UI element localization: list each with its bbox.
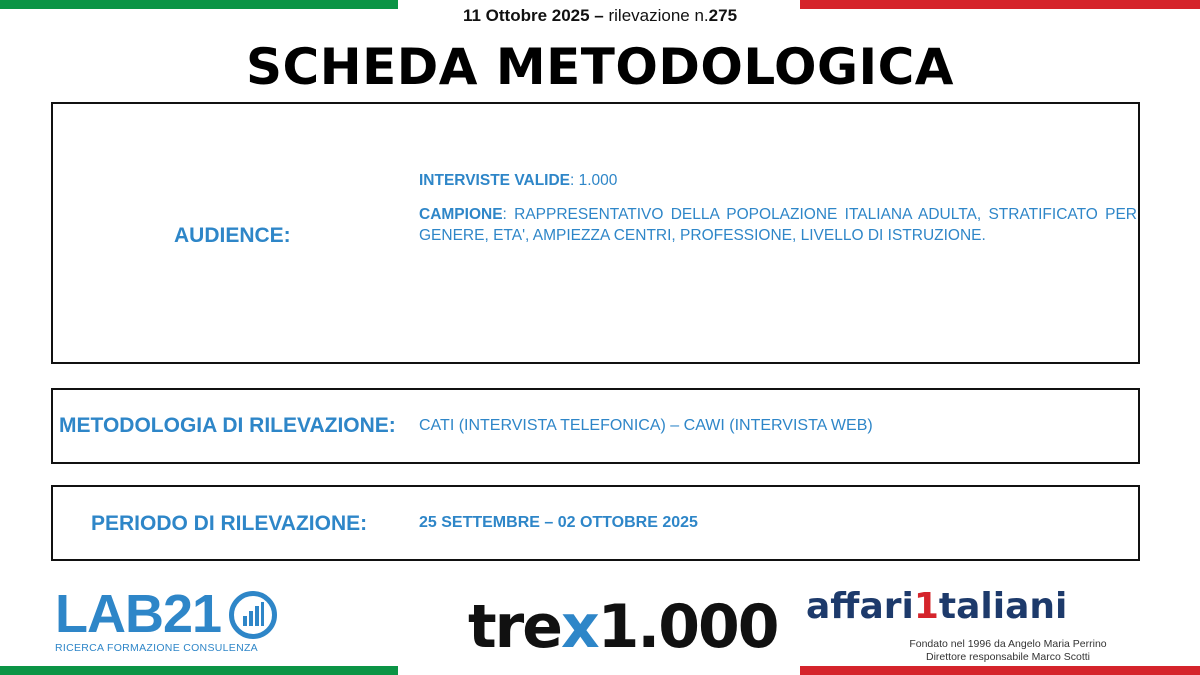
interviews-line <box>419 172 1137 190</box>
chart-circle-icon <box>229 591 277 639</box>
lab21-logo <box>55 586 295 658</box>
survey-number: 275 <box>708 6 738 25</box>
period-value: 25 SETTEMBRE – 02 OTTOBRE 2025 <box>419 514 698 531</box>
period-box <box>51 485 1140 561</box>
date-line <box>0 6 1200 26</box>
flag-stripe-red-bottom <box>800 666 1200 675</box>
trex-x-mark: x <box>560 592 598 662</box>
affari-left: affari <box>806 586 914 627</box>
audience-label: AUDIENCE: <box>174 224 291 247</box>
affaritaliani-credits <box>888 638 1128 664</box>
page-title: SCHEDA METODOLOGICA <box>246 38 954 96</box>
methodology-box <box>51 388 1140 464</box>
trex-right: 1.000 <box>597 592 778 662</box>
sample-label: CAMPIONE <box>419 206 503 223</box>
audience-content <box>419 172 1137 260</box>
audience-box <box>51 102 1140 364</box>
sample-line <box>419 204 1137 246</box>
interviews-value: : 1.000 <box>570 172 618 189</box>
trex-left: tre <box>468 592 561 662</box>
sample-value: : RAPPRESENTATIVO DELLA POPOLAZIONE ITALIANA ADULTA, STRATIFICATO PER GENERE, ETA', AMPIEZZA CENTRI, PROFESSIONE, LIVELLO DI ISTRUZIONE. <box>419 206 1137 244</box>
survey-label: rilevazione n. <box>608 6 709 25</box>
lab21-tagline: RICERCA FORMAZIONE CONSULENZA <box>55 642 258 654</box>
flag-stripe-green-bottom <box>0 666 398 675</box>
trex1000-logo <box>468 590 778 670</box>
affaritaliani-wordmark <box>806 585 1067 629</box>
trex1000-wordmark <box>468 590 777 664</box>
affari-right: taliani <box>938 586 1068 627</box>
affari-director-line: Direttore responsabile Marco Scotti <box>926 651 1090 663</box>
affaritaliani-logo <box>806 585 1186 665</box>
affari-one: 1 <box>913 586 939 627</box>
methodology-label: METODOLOGIA DI RILEVAZIONE: <box>59 414 396 437</box>
survey-date: 11 Ottobre 2025 <box>462 6 590 25</box>
affari-founder-line: Fondato nel 1996 da Angelo Maria Perrino <box>909 638 1107 650</box>
period-label: PERIODO DI RILEVAZIONE: <box>91 512 368 535</box>
interviews-label: INTERVISTE VALIDE <box>419 172 571 189</box>
methodology-value: CATI (INTERVISTA TELEFONICA) – CAWI (INTERVISTA WEB) <box>419 417 873 434</box>
lab21-wordmark: LAB21 <box>55 584 222 644</box>
date-separator: – <box>589 6 609 25</box>
